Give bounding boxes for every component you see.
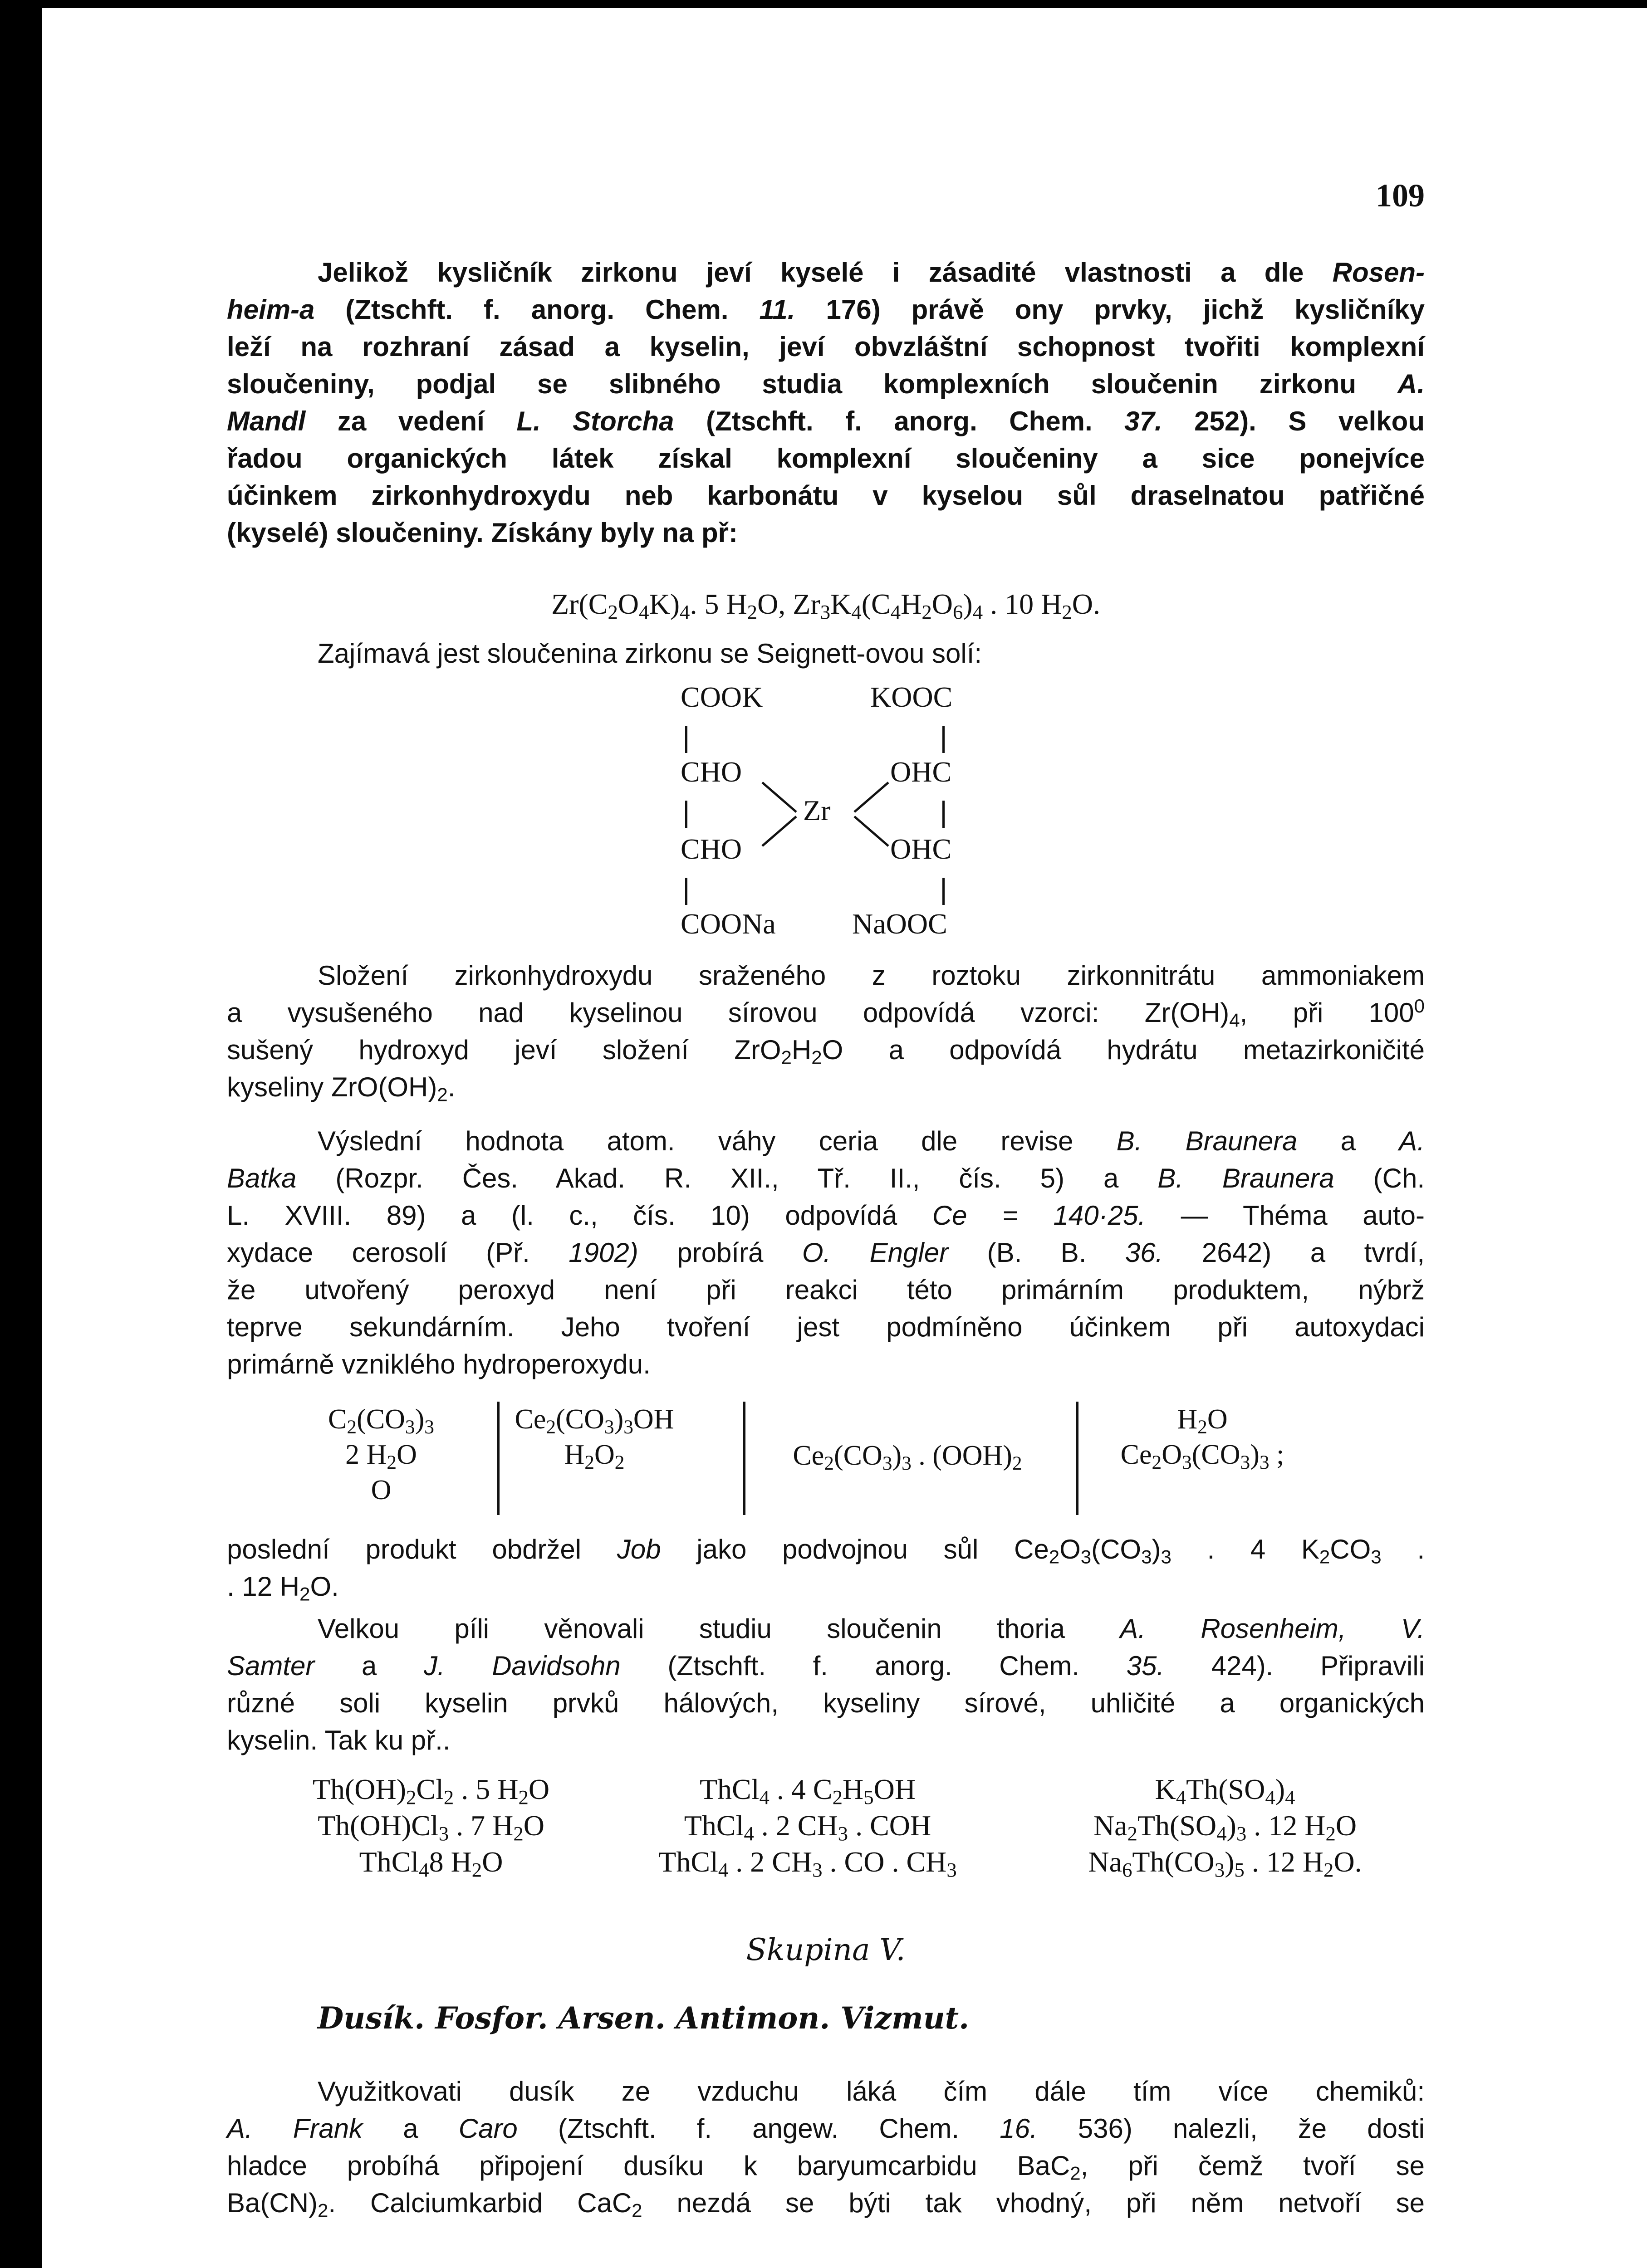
structure-bonds: [227, 680, 1425, 962]
section-subheading: Dusík. Fosfor. Arsen. Antimon. Vizmut.: [318, 2000, 970, 2036]
table-column: [1089, 1402, 1316, 1472]
table-divider: [743, 1402, 745, 1515]
text-line: řadou organických látek získal komplexní sloučeniny a sice ponejvíce: [227, 443, 1425, 474]
section-heading: Skupina V.: [746, 1932, 906, 1967]
text-line: účinkem zirkonhydroxydu neb karbonátu v kyselou sůl draselnatou patřičné: [227, 480, 1425, 511]
text-line: heim-a (Ztschft. f. anorg. Chem. 11. 176) právě ony prvky, jichž kysličníky: [227, 294, 1425, 325]
structure-top-left: COOK: [681, 681, 763, 713]
table-cell: $Th(OH)_2Cl_2$ . 5 $H_2O$: [312, 1773, 550, 1809]
table-cell: $Na_6Th(CO_3)_5$ . 12 $H_2O$.: [1088, 1846, 1362, 1882]
text-line: Samter a J. Davidsohn (Ztschft. f. anorg. Chem. 35. 424). Připravili: [227, 1651, 1425, 1681]
paragraph-cerium-weight: [227, 1123, 1425, 1383]
scan-border-top: [0, 0, 1647, 8]
page-number: 109: [1376, 177, 1425, 214]
table-divider: [1076, 1402, 1078, 1515]
table-column: [758, 1438, 1057, 1473]
text-line: leží na rozhraní zásad a kyselin, jeví obvzláštní schopnost tvořiti komplexní: [227, 332, 1425, 362]
paragraph-seignett-salt: [227, 635, 1425, 672]
paragraph-zirconium-intro: [227, 254, 1425, 552]
table-cell: $C_2(CO_3)_3$: [328, 1404, 434, 1438]
text-line: Využitkovati dusík ze vzduchu láká čím dále tím více chemiků:: [318, 2076, 1425, 2107]
text-line: primárně vzniklého hydroperoxydu.: [227, 1349, 651, 1379]
structure-mid1-right: OHC: [890, 756, 952, 788]
table-cell: ThCl$_4$8 $H_2O$: [359, 1846, 503, 1882]
structure-bottom-right: NaOOC: [852, 908, 947, 940]
bond-line: [685, 878, 687, 905]
text-line: kyseliny $ZrO(OH)_2$.: [227, 1072, 456, 1105]
table-cell: 2 $H_2O$: [345, 1439, 417, 1473]
paragraph-zirconium-hydroxide: [227, 957, 1425, 1106]
table-cell: ThCl$_4$ . 2 $CH_3$ . CO . $CH_3$: [658, 1846, 957, 1882]
table-column: [508, 1402, 681, 1472]
bond-line: [942, 878, 945, 905]
table-column: [318, 1402, 445, 1508]
text-line: A. Frank a Caro (Ztschft. f. angew. Chem. 16. 536) nalezli, že dosti: [227, 2113, 1425, 2144]
structure-center-zr: Zr: [803, 794, 831, 826]
structure-top-right: KOOC: [870, 681, 953, 713]
table-column: [1025, 1771, 1425, 1880]
scan-border-left: [0, 0, 42, 2268]
text-line: různé soli kyselin prvků hálových, kyseliny sírové, uhličité a organických: [227, 1688, 1425, 1718]
text-line: hladce probíhá připojení dusíku k baryumcarbidu BaC$_2$, při čemž tvoří se: [227, 2151, 1425, 2184]
cerium-reaction-table: [227, 1402, 1425, 1520]
structural-formula: [227, 680, 1425, 962]
table-cell: $K_4Th(SO_4)_4$: [1155, 1773, 1295, 1809]
text-line: Složení zirkonhydroxydu sraženého z roztoku zirkonnitrátu ammoniakem: [318, 960, 1425, 991]
text-line: . 12 $H_2O$.: [227, 1571, 339, 1605]
table-cell: $H_2O_2$: [564, 1439, 625, 1473]
paragraph-job-product: [227, 1531, 1425, 1605]
text-line: Zajímavá jest sloučenina zirkonu se Seignett-ovou solí:: [318, 638, 982, 669]
table-cell: $Ce_2(CO_3)_3OH$: [515, 1404, 674, 1438]
bond-diagonal: [854, 782, 888, 812]
text-line: poslední produkt obdržel Job jako podvojnou sůl $Ce_2O_3(CO_3)_3$ . 4 $K_2CO_3$ .: [227, 1534, 1425, 1568]
structure-mid2-left: CHO: [681, 833, 742, 865]
text-line: Velkou píli věnovali studiu sloučenin thoria A. Rosenheim, V.: [318, 1613, 1425, 1644]
table-cell: $Th(OH)Cl_3$ . 7 $H_2O$: [318, 1809, 544, 1845]
structure-bottom-left: COONa: [681, 908, 776, 940]
text-line: teprve sekundárním. Jeho tvoření jest podmíněno účinkem při autoxydaci: [227, 1312, 1425, 1342]
text-line: $Ba(CN)_2$. Calciumkarbid CaC$_2$ nezdá se býti tak vhodný, při něm netvoří se: [227, 2188, 1425, 2221]
text-line: Jelikož kysličník zirkonu jeví kyselé i zásadité vlastnosti a dle Rosen-: [318, 257, 1425, 288]
table-divider: [497, 1402, 500, 1515]
text-line: že utvořený peroxyd není při reakci této primárním produktem, nýbrž: [227, 1275, 1425, 1305]
formula-zirconium-oxalates: $Zr(C_2O_4K)_4$. 5 $H_2O$, $Zr_3K_4(C_4H_2O_6)_4$ . 10 $H_2O$.: [551, 588, 1100, 624]
table-cell: $Ce_2(CO_3)_3$ . $(OOH)_2$: [793, 1440, 1022, 1474]
text-line: a vysušeného nad kyselinou sírovou odpovídá vzorci: $Zr(OH)_4$, při $100^0$: [227, 995, 1425, 1031]
bond-diagonal: [762, 816, 796, 846]
text-line: Mandl za vedení L. Storcha (Ztschft. f. anorg. Chem. 37. 252). S velkou: [227, 406, 1425, 436]
text-line: L. XVIII. 89) a (l. c., čís. 10) odpovídá Ce = 140·25. — Théma auto-: [227, 1200, 1425, 1231]
text-line: xydace cerosolí (Př. 1902) probírá O. Engler (B. B. 36. 2642) a tvrdí,: [227, 1237, 1425, 1268]
structure-mid1-left: CHO: [681, 756, 742, 788]
text-line: sloučeniny, podjal se slibného studia komplexních sloučenin zirkonu A.: [227, 369, 1425, 399]
paragraph-nitrogen: [227, 2073, 1425, 2222]
text-line: sušený hydroxyd jeví složení $ZrO_2H_2O$ a odpovídá hydrátu metazirkoničité: [227, 1035, 1425, 1068]
table-cell: $Ce_2O_3(CO_3)_3$ ;: [1120, 1439, 1284, 1473]
text-line: kyselin. Tak ku př..: [227, 1725, 451, 1755]
bond-diagonal: [762, 782, 796, 812]
paragraph-thorium: [227, 1610, 1425, 1759]
table-column: [626, 1771, 989, 1880]
structure-mid2-right: OHC: [890, 833, 952, 865]
table-column: [272, 1771, 590, 1880]
table-cell: O: [371, 1475, 392, 1505]
text-line: Výslední hodnota atom. váhy ceria dle revise B. Braunera a A.: [318, 1126, 1425, 1156]
table-cell: ThCl$_4$ . 4 $C_2H_5OH$: [699, 1773, 916, 1809]
bond-diagonal: [854, 816, 888, 846]
thorium-salts-table: [227, 1771, 1425, 1889]
text-line last: (kyselé) sloučeniny. Získány byly na př:: [227, 518, 738, 548]
table-cell: $H_2O$: [1177, 1404, 1228, 1438]
table-cell: ThCl$_4$ . 2 $CH_3$ . COH: [684, 1809, 931, 1845]
table-cell: $Na_2Th(SO_4)_3$ . 12 $H_2O$: [1093, 1809, 1357, 1845]
text-line: Batka (Rozpr. Čes. Akad. R. XII., Tř. II., čís. 5) a B. Braunera (Ch.: [227, 1163, 1425, 1193]
